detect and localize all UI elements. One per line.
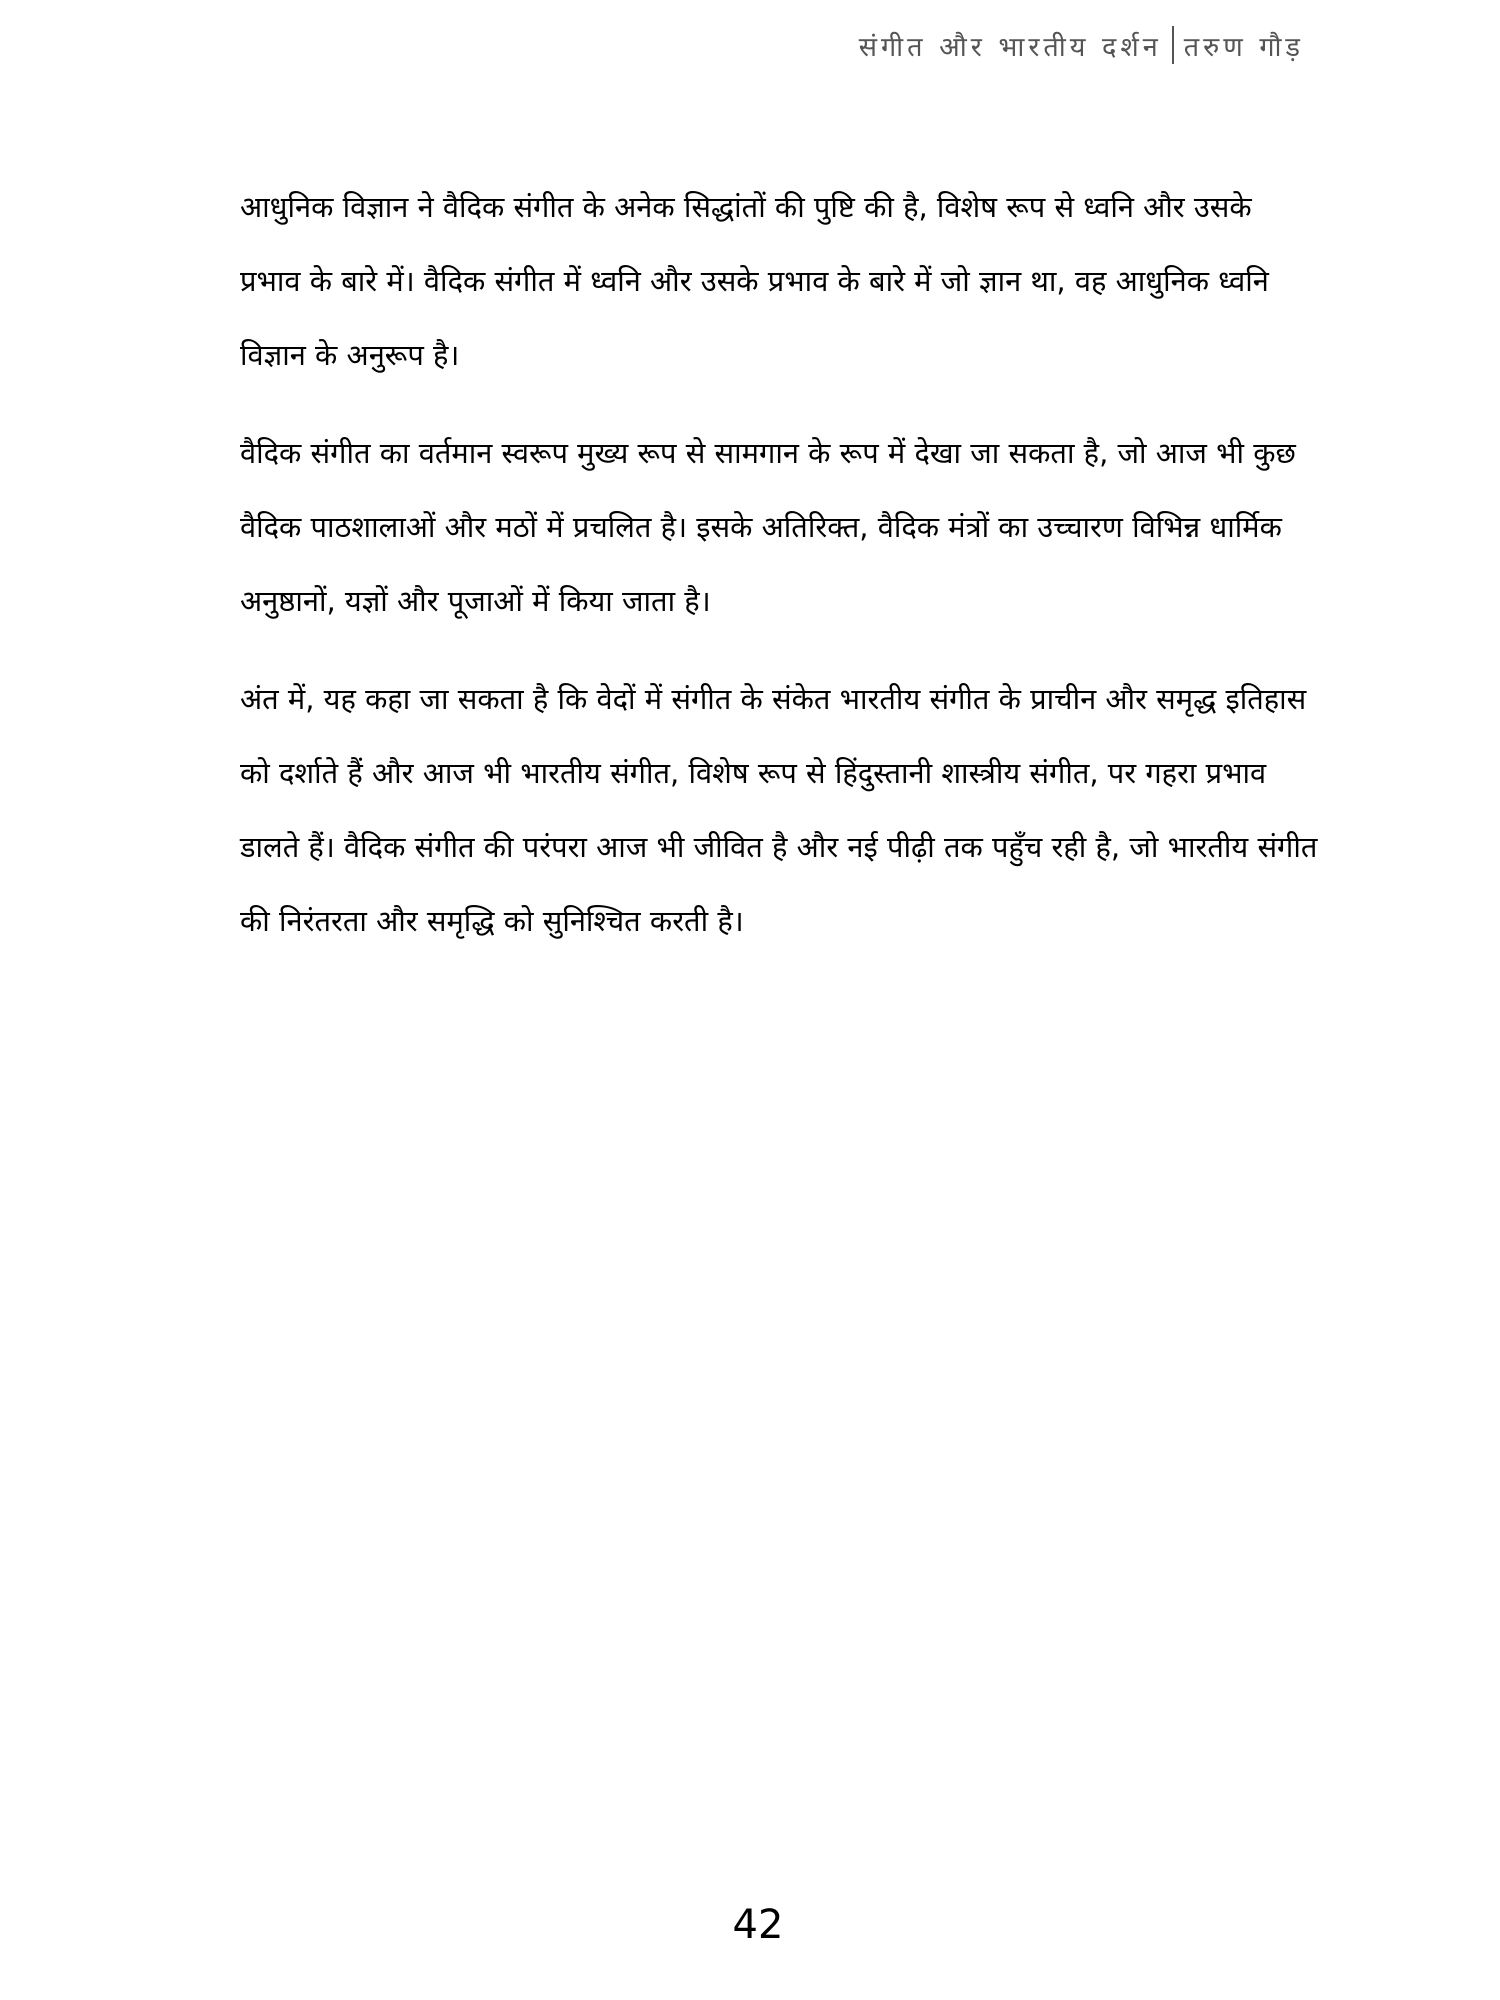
paragraph-2: वैदिक संगीत का वर्तमान स्वरूप मुख्य रूप से सामगान के रूप में देखा जा सकता है, जो आज भी कुछ वैदिक पाठशालाओं और मठों में प्रचलित है। इसके अतिरिक्त, वैदिक मंत्रों का उच्चारण विभिन्न धार्मिक अनुष्ठानों, यज्ञों और पूजाओं में किया जाता है। — [240, 436, 1296, 618]
paragraph-3: अंत में, यह कहा जा सकता है कि वेदों में संगीत के संकेत भारतीय संगीत के प्राचीन और समृद्ध इतिहास को दर्शाते हैं और आज भी भारतीय संगीत, विशेष रूप से हिंदुस्तानी शास्त्रीय संगीत, पर गहरा प्रभाव डालते हैं। वैदिक संगीत की परंपरा आज भी जीवित है और नई पीढ़ी तक पहुँच रही है, जो भारतीय संगीत की निरंतरता और समृद्धि को सुनिश्चित करती है। — [240, 682, 1318, 938]
paragraph-1: आधुनिक विज्ञान ने वैदिक संगीत के अनेक सिद्धांतों की पुष्टि की है, विशेष रूप से ध्वनि और उसके प्रभाव के बारे में। वैदिक संगीत में ध्वनि और उसके प्रभाव के बारे में जो ज्ञान था, वह आधुनिक ध्वनि विज्ञान के अनुरूप है। — [240, 190, 1269, 372]
header-author: तरुण गौड़ — [1183, 31, 1304, 63]
running-header — [859, 26, 1304, 64]
header-book-title: संगीत और भारतीय दर्शन — [858, 31, 1162, 63]
header-divider — [1172, 26, 1174, 64]
page-number: 42 — [732, 1902, 784, 1948]
page-body — [240, 170, 1320, 982]
